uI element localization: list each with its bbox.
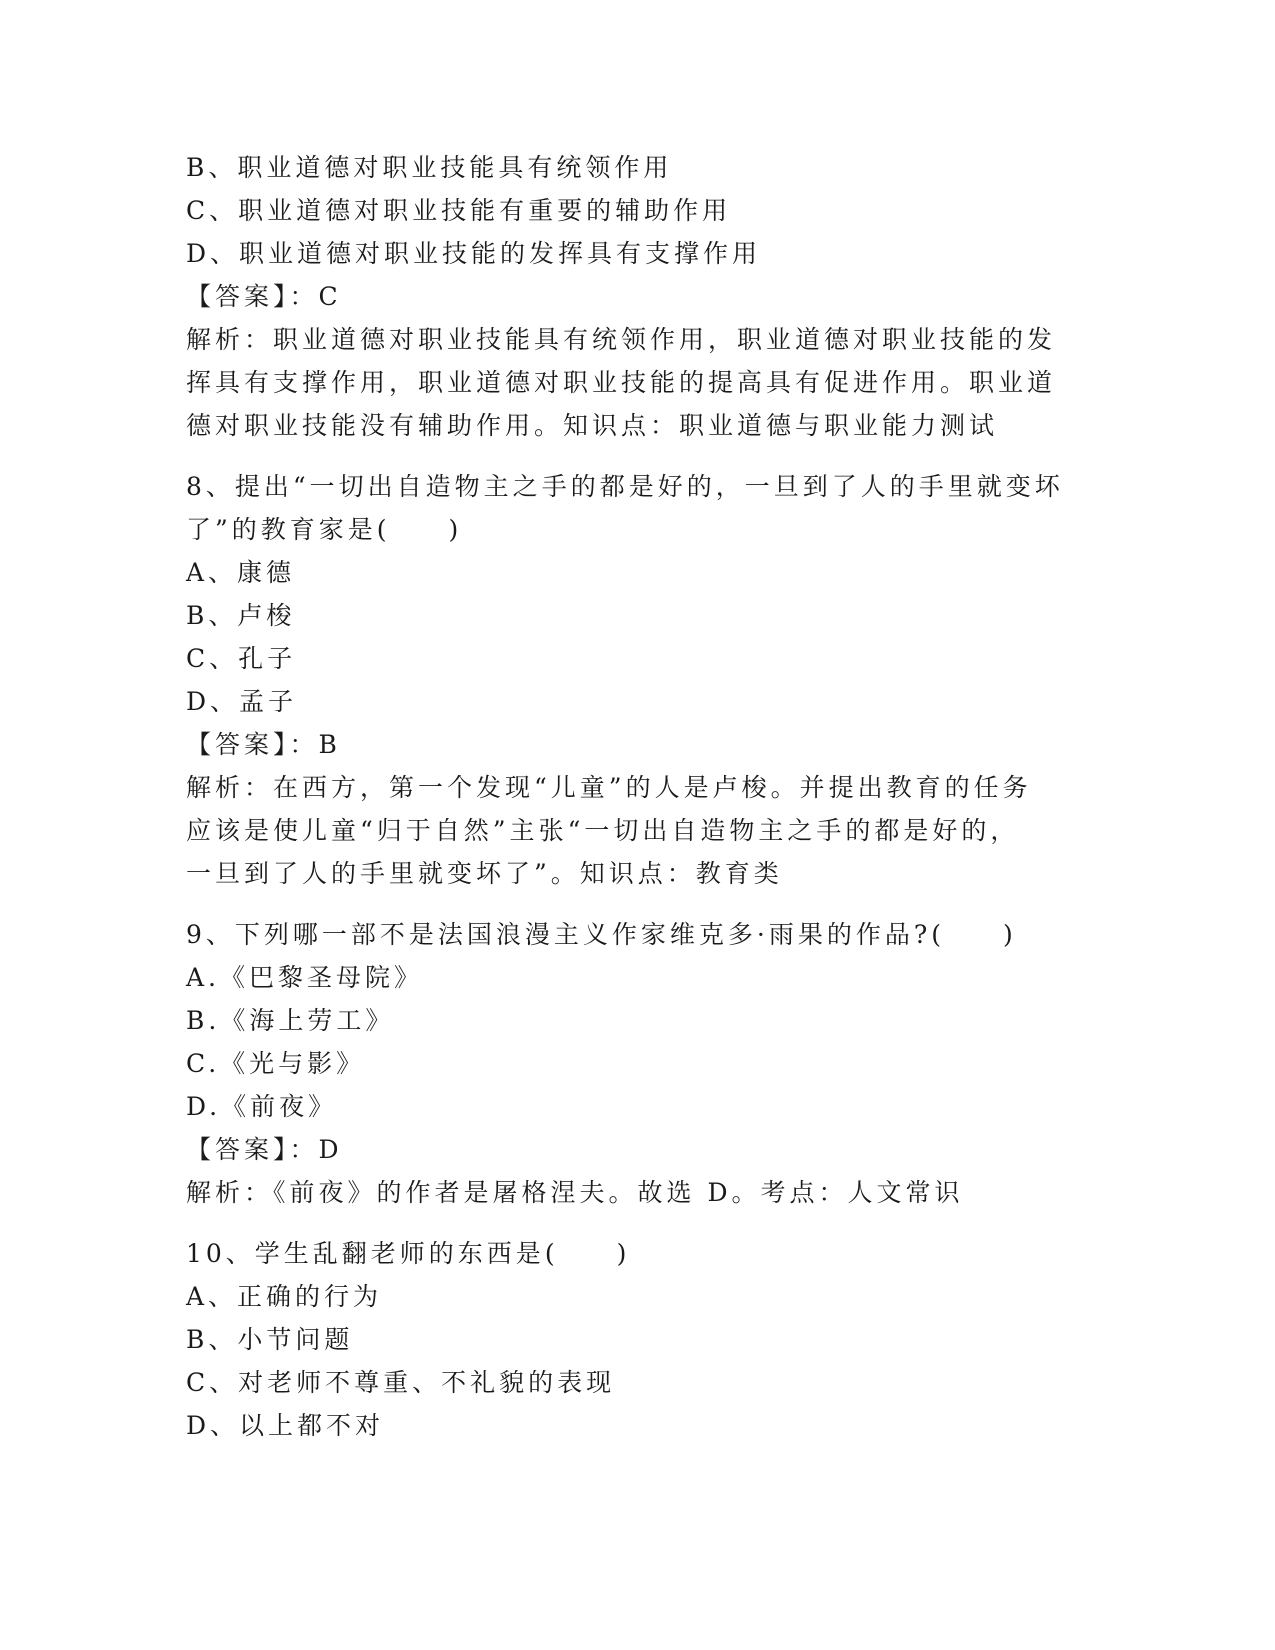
- explanation-line: 解析：职业道德对职业技能具有统领作用，职业道德对职业技能的发: [186, 325, 1057, 354]
- explanation-line: 德对职业技能没有辅助作用。知识点：职业道德与职业能力测试: [186, 411, 999, 440]
- question-spacer: [186, 447, 1086, 465]
- answer: 【答案】：C: [186, 282, 342, 311]
- question-8-stem: 了”的教育家是( ): [186, 515, 463, 544]
- explanation-line: 解析：《前夜》的作者是屠格涅夫。故选 D。考点：人文常识: [186, 1178, 964, 1207]
- option-a: A、康德: [186, 558, 296, 587]
- explanation-line: 解析：在西方，第一个发现“儿童”的人是卢梭。并提出教育的任务: [186, 773, 1032, 802]
- explanation-line: 应该是使儿童“归于自然”主张“一切出自造物主之手的都是好的，: [186, 816, 1020, 845]
- option-b: B、职业道德对职业技能具有统领作用: [186, 153, 673, 182]
- question-9-stem: 9、下列哪一部不是法国浪漫主义作家维克多·雨果的作品?( ): [186, 920, 1017, 949]
- question-8-stem: 8、提出“一切出自造物主之手的都是好的，一旦到了人的手里就变坏: [186, 472, 1064, 501]
- explanation-line: 一旦到了人的手里就变坏了”。知识点：教育类: [186, 859, 783, 888]
- option-a: A、正确的行为: [186, 1282, 383, 1311]
- option-c: C、职业道德对职业技能有重要的辅助作用: [186, 196, 732, 225]
- answer: 【答案】：B: [186, 730, 341, 759]
- option-c: C.《光与影》: [186, 1049, 366, 1078]
- question-spacer: [186, 1214, 1086, 1232]
- option-d: D、以上都不对: [186, 1411, 385, 1440]
- option-b: B、小节问题: [186, 1325, 354, 1354]
- option-c: C、对老师不尊重、不礼貌的表现: [186, 1368, 616, 1397]
- option-d: D、职业道德对职业技能的发挥具有支撑作用: [186, 239, 762, 268]
- question-10-stem: 10、学生乱翻老师的东西是( ): [186, 1239, 631, 1268]
- answer: 【答案】：D: [186, 1135, 343, 1164]
- option-b: B.《海上劳工》: [186, 1006, 395, 1035]
- explanation-line: 挥具有支撑作用，职业道德对职业技能的提高具有促进作用。职业道: [186, 368, 1057, 397]
- option-b: B、卢梭: [186, 601, 296, 630]
- option-d: D、孟子: [186, 687, 298, 716]
- document-content: [186, 146, 1086, 1447]
- option-d: D.《前夜》: [186, 1092, 338, 1121]
- option-c: C、孔子: [186, 644, 297, 673]
- question-spacer: [186, 895, 1086, 913]
- option-a: A.《巴黎圣母院》: [186, 963, 424, 992]
